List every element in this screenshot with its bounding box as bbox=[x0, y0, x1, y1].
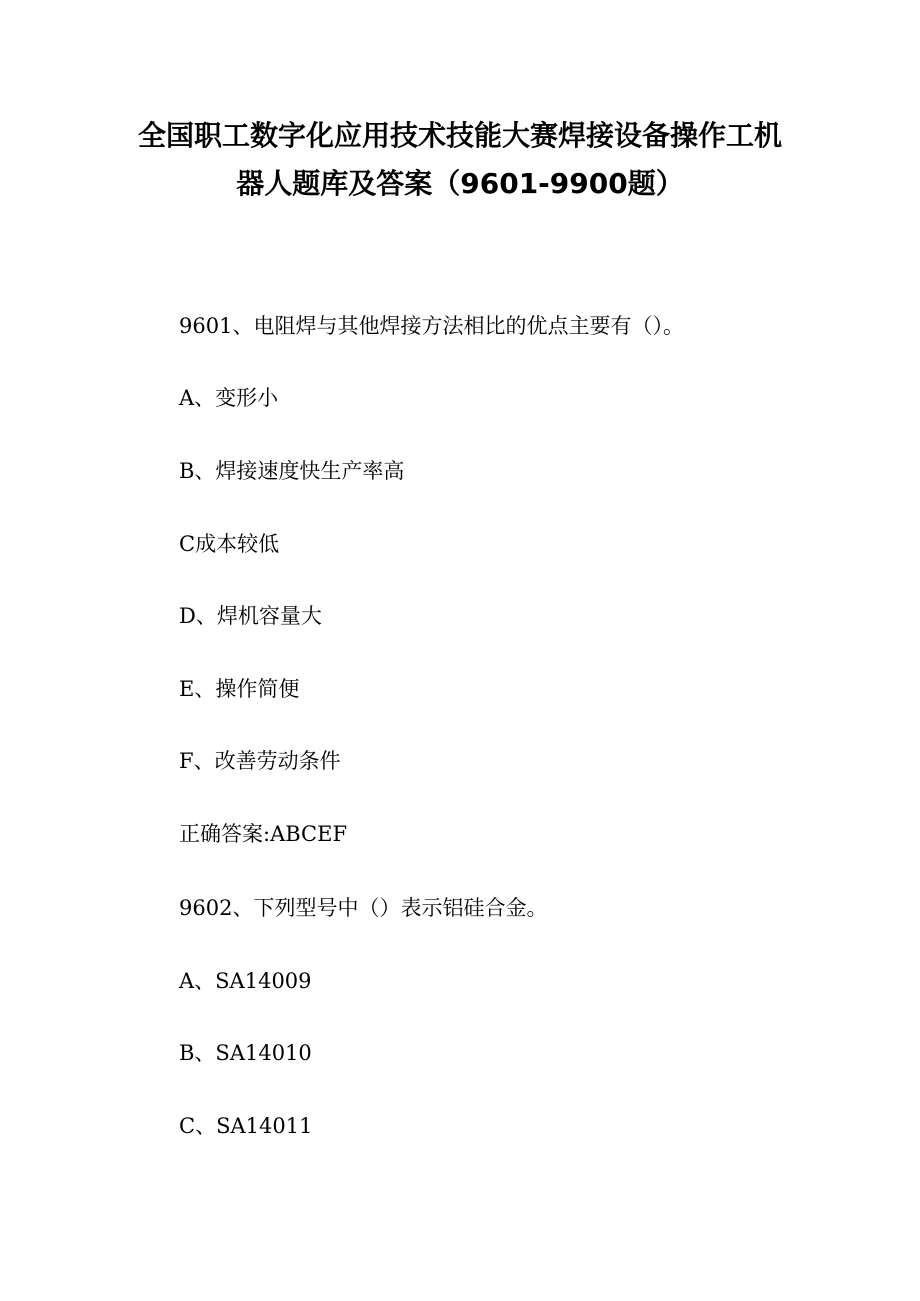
question-9601-option-c: C成本较低 bbox=[179, 532, 280, 556]
question-9601-option-a: A、变形小 bbox=[179, 386, 279, 410]
question-9601-option-d: D、焊机容量大 bbox=[179, 604, 322, 628]
question-9602-option-b: B、SA14010 bbox=[179, 1041, 312, 1065]
document-title-line-1: 全国职工数字化应用技术技能大赛焊接设备操作工机 bbox=[137, 119, 782, 152]
question-9602-option-a: A、SA14009 bbox=[179, 969, 312, 993]
document-title-line-2: 器人题库及答案（9601-9900题） bbox=[236, 167, 684, 200]
question-9602-option-c: C、SA14011 bbox=[179, 1114, 313, 1138]
question-9601-stem: 9601、电阻焊与其他焊接方法相比的优点主要有（）。 bbox=[179, 314, 684, 338]
question-9601-option-b: B、焊接速度快生产率高 bbox=[179, 459, 405, 483]
question-9601-option-f: F、改善劳动条件 bbox=[179, 749, 341, 773]
question-9602-stem: 9602、下列型号中（）表示铝硅合金。 bbox=[179, 896, 548, 920]
question-9601-answer: 正确答案:ABCEF bbox=[179, 822, 348, 846]
question-9601-option-e: E、操作简便 bbox=[179, 677, 300, 701]
